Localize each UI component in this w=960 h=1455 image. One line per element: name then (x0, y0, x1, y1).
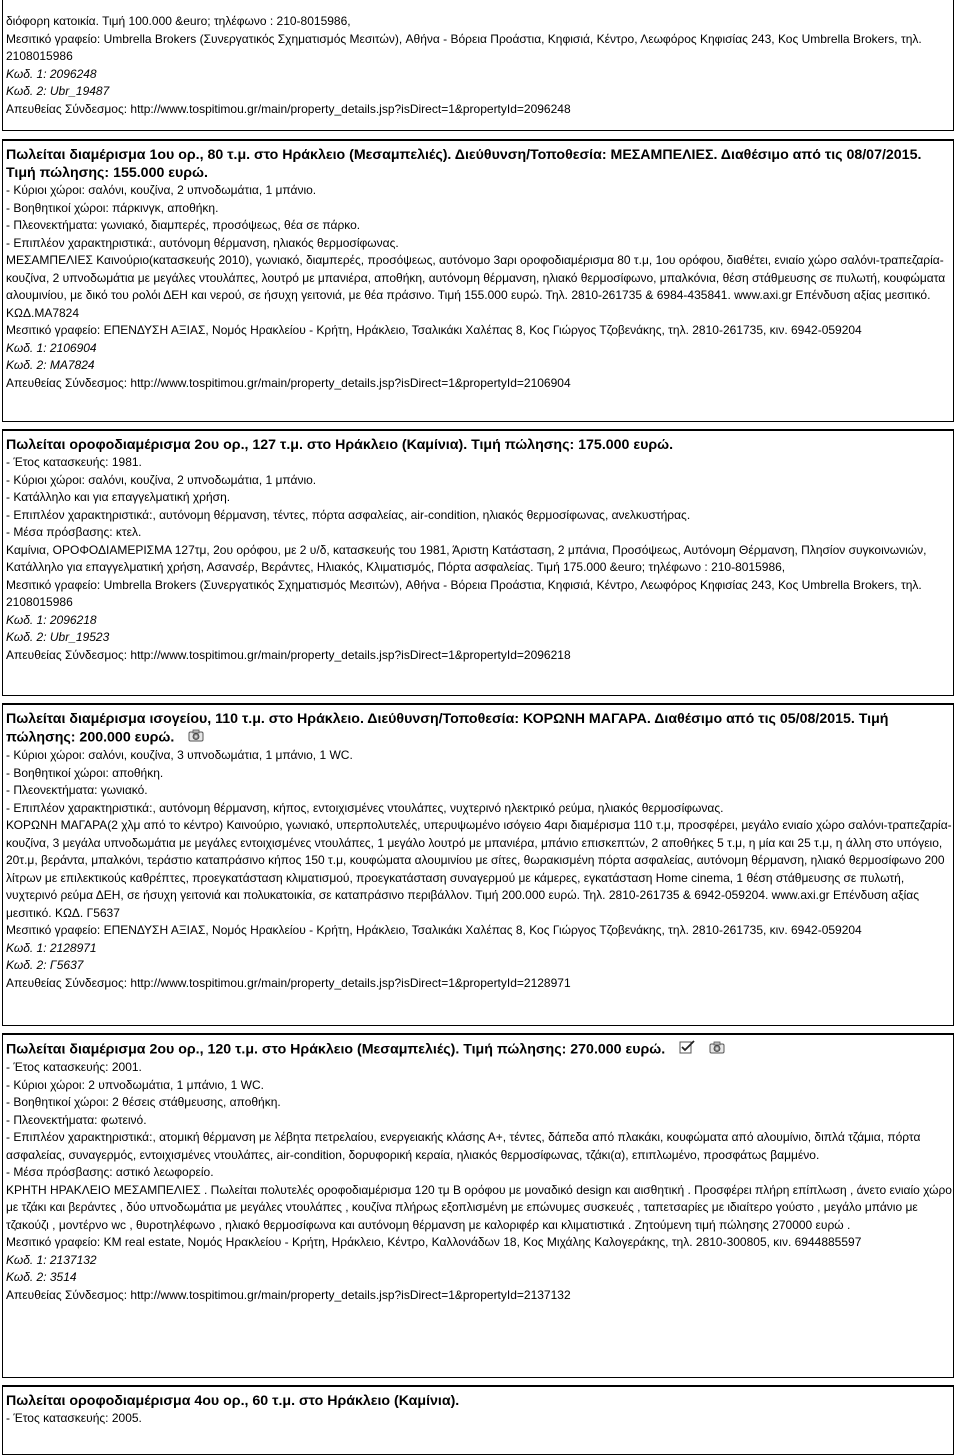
listing-description: Καμίνια, ΟΡΟΦΟΔΙΑΜΕΡΙΣΜΑ 127τμ, 2ου ορόφου, με 2 υ/δ, κατασκευής του 1981, Άριστη Κατάσταση, 2 μπάνια, Προσόψεως, Αυτόνομη Θέρμανση, Πλησίον συγκοινωνιών, Κατάλληλο για επαγγελματική χρήση, Ασανσέρ, Βεράντες, Ηλιακός, Κλιματισμός, Πόρτα ασφαλείας. Τιμή 175.000 &euro; τηλέφωνο : 210-8015986, (6, 542, 927, 574)
listing-box (2, 1385, 954, 1455)
listing-agency: Μεσιτικό γραφείο: ΕΠΕΝΔΥΣΗ ΑΞΙΑΣ, Νομός Ηρακλείου - Κρήτη, Ηράκλειο, Τσαλικάκι Χαλέπας 8, Κος Γιώργος Τζοβενάκης, τηλ. 2810-261735, κιν. 6942-059204 (6, 923, 862, 937)
listing-title-text: Πωλείται διαμέρισμα ισογείου, 110 τ.μ. στο Ηράκλειο. Διεύθυνση/Τοποθεσία: ΚΟΡΩΝΗ ΜΑΓΑΡΑ. Διαθέσιμο από τις 05/08/2015. Τιμή πώλησης: 200.000 ευρώ. (6, 711, 889, 746)
listing-feature: - Επιπλέον χαρακτηριστικά:, ατομική θέρμανση με λέβητα πετρελαίου, ενεργειακής κλάσης Α+, τέντες, δάπεδα από πλακάκι, κουφώματα από αλουμίνιο, διπλά τζάμια, πόρτα ασφαλείας, συναγερμός, εντοιχισμένες ντουλάπες, air-condition, δορυφορική κεραία, ηλιακός θερμοσίφωνας, τζάκι(α), επιπλωμένο, προσφάτως βαμμένο. (6, 1130, 921, 1162)
listing-text: διόφορη κατοικία. Τιμή 100.000 &euro; τηλέφωνο : 210-8015986, (6, 14, 351, 28)
listing-code-1: Κωδ. 1: 2106904 (6, 340, 97, 355)
listing-box (2, 429, 954, 696)
listing-title (6, 710, 953, 747)
listing-code-2: Κωδ. 2: 3514 (6, 1270, 77, 1284)
listing-feature: - Βοηθητικοί χώροι: αποθήκη. (6, 765, 164, 780)
listing-title (6, 1040, 953, 1059)
listing-feature: - Πλεονεκτήματα: γωνιακό, διαμπερές, προσόψεως, θέα σε πάρκο. (6, 218, 361, 232)
listing-feature: - Επιπλέον χαρακτηριστικά:, αυτόνομη θέρμανση, κήπος, εντοιχισμένες ντουλάπες, νυχτερινό ηλεκτρικό ρεύμα, ηλιακός θερμοσίφωνας. (6, 800, 724, 815)
camera-icon[interactable] (709, 1040, 725, 1059)
listing-feature: - Πλεονεκτήματα: φωτεινό. (6, 1112, 147, 1127)
listing-feature: - Μέσα πρόσβασης: αστικό λεωφορείο. (6, 1165, 214, 1179)
listing-code-1: Κωδ. 1: 2096218 (6, 612, 97, 627)
listing-description: ΜΕΣΑΜΠΕΛΙΕΣ Καινούριο(κατασκευής 2010), γωνιακό, διαμπερές, προσόψεως, αυτόνομο 3αρι οροφοδιαμέρισμα 80 τ.μ, 1ου ορόφου, διαθέτει, ενιαίο χώρο σαλόνι-τραπεζαρία-κουζίνα, 2 υπνοδωμάτια με μεγάλες ντουλάπες, λουτρό με μπανιέρα, αποθήκη, αυτόνομη θέρμανση, ηλιακό θερμοσίφωνο, μπαλκόνια, θέση στάθμευσης σε πυλωτή, κουφώματα αλουμινίου, με δικό του ρολόι ΔΕΗ και νερού, σε ήσυχη γειτονιά, με θέα πράσινο. Τιμή 155.000 ευρώ. Τηλ. 2810-261735 & 6984-435841. www.axi.gr Επένδυση αξίας μεσιτικό. ΚΩΔ.ΜΑ7824 (6, 253, 946, 320)
listing-feature: - Κύριοι χώροι: σαλόνι, κουζίνα, 2 υπνοδωμάτια, 1 μπάνιο. (6, 472, 317, 487)
listing-description: ΚΟΡΩΝΗ ΜΑΓΑΡΑ(2 χλμ από το κέντρο) Καινούριο, γωνιακό, υπερπολυτελές, υπερυψωμένο ισόγειο 4αρι διαμέρισμα 110 τ.μ, προσφέρει, μεγάλο ενιαίο χώρο σαλόνι-τραπεζαρία-κουζίνα, 3 μεγάλα υπνοδωμάτια με μεγάλες εντοιχισμένες ντουλάπες, 1 μεγάλο λουτρό με μπανιέρα, μπάνιο επισκεπτών, 2 αποθήκες 5 τ.μ, η μία και 25 τ.μ, η άλλη στο υπόγειο, 20τ.μ, βεράντα, μπαλκόνι, τεράστιο καταπράσινο κήπος 150 τ.μ, κουφώματα αλουμινίου με σίτες, θωρακισμένη πόρτα ασφαλείας, αυτόνομη θέρμανση, ηλιακό θερμοσίφωνο 200 λίτρων με επιλεκτικούς καθρέπτες, προεγκατάσταση κλιματισμού, προεγκατάσταση συναγερμού με κάμερες, εγκατάσταση Home cinema, 1 θέση στάθμευσης σε πυλωτή, νυχτερινό ρεύμα ΔΕΗ, σε ήσυχη γειτονιά και πολυκατοικία, σε καταπράσινο περιβάλλον. Τιμή 200.000 ευρώ. Τηλ. 2810-261735 & 6942-059204. www.axi.gr Επένδυση αξίας μεσιτικό. ΚΩΔ. Γ5637 (6, 818, 952, 920)
listing-code-2: Κωδ. 2: Ubr_19523 (6, 630, 110, 644)
listing-feature: - Πλεονεκτήματα: γωνιακό. (6, 783, 148, 797)
listing-code-2: Κωδ. 2: ΜΑ7824 (6, 358, 95, 372)
listing-code-1: Κωδ. 1: 2096248 (6, 66, 97, 81)
listing-feature: - Επιπλέον χαρακτηριστικά:, αυτόνομη θέρμανση, ηλιακός θερμοσίφωνας. (6, 235, 399, 250)
listing-box (2, 0, 954, 131)
listing-title: Πωλείται οροφοδιαμέρισμα 4ου ορ., 60 τ.μ. στο Ηράκλειο (Καμίνια). (6, 1393, 460, 1409)
listing-code-2: Κωδ. 2: Γ5637 (6, 958, 84, 972)
listing-agency: Μεσιτικό γραφείο: Umbrella Brokers (Συνεργατικός Σχηματισμός Μεσιτών), Αθήνα - Βόρεια Προάστια, Κηφισιά, Κέντρο, Λεωφόρος Κηφισίας 243, Κος Umbrella Brokers, τηλ. 2108015986 (6, 31, 922, 63)
listing-code-1: Κωδ. 1: 2128971 (6, 940, 97, 955)
listing-feature: - Έτος κατασκευής: 1981. (6, 455, 142, 469)
listing-feature: - Κατάλληλο και για επαγγελματική χρήση. (6, 490, 231, 504)
listing-feature: - Κύριοι χώροι: 2 υπνοδωμάτια, 1 μπάνιο, 1 WC. (6, 1077, 264, 1092)
listing-direct-link[interactable]: Απευθείας Σύνδεσμος: http://www.tospitimou.gr/main/property_details.jsp?isDirect=1&propertyId=2128971 (6, 975, 571, 990)
listing-feature: - Βοηθητικοί χώροι: πάρκινγκ, αποθήκη. (6, 200, 219, 215)
listing-feature: - Βοηθητικοί χώροι: 2 θέσεις στάθμευσης, αποθήκη. (6, 1095, 281, 1109)
listing-feature: - Μέσα πρόσβασης: κτελ. (6, 525, 142, 539)
listing-direct-link[interactable]: Απευθείας Σύνδεσμος: http://www.tospitimou.gr/main/property_details.jsp?isDirect=1&propertyId=2096248 (6, 101, 571, 116)
listing-title: Πωλείται διαμέρισμα 1ου ορ., 80 τ.μ. στο Ηράκλειο (Μεσαμπελιές). Διεύθυνση/Τοποθεσία: ΜΕΣΑΜΠΕΛΙΕΣ. Διαθέσιμο από τις 08/07/2015. Τιμή πώλησης: 155.000 ευρώ. (6, 147, 922, 181)
checkbox-icon[interactable] (679, 1040, 695, 1059)
listing-feature: - Έτος κατασκευής: 2001. (6, 1060, 142, 1074)
listing-title: Πωλείται οροφοδιαμέρισμα 2ου ορ., 127 τ.μ. στο Ηράκλειο (Καμίνια). Τιμή πώλησης: 175.000 ευρώ. (6, 437, 674, 453)
listing-code-1: Κωδ. 1: 2137132 (6, 1252, 97, 1267)
listing-feature: - Έτος κατασκευής: 2005. (6, 1411, 142, 1425)
listing-feature: - Επιπλέον χαρακτηριστικά:, αυτόνομη θέρμανση, τέντες, πόρτα ασφαλείας, air-condition, ηλιακός θερμοσίφωνας, ανελκυστήρας. (6, 507, 691, 522)
listing-box (2, 139, 954, 422)
listing-agency: Μεσιτικό γραφείο: ΕΠΕΝΔΥΣΗ ΑΞΙΑΣ, Νομός Ηρακλείου - Κρήτη, Ηράκλειο, Τσαλικάκι Χαλέπας 8, Κος Γιώργος Τζοβενάκης, τηλ. 2810-261735, κιν. 6942-059204 (6, 323, 862, 337)
listing-box (2, 703, 954, 1026)
listing-agency: Μεσιτικό γραφείο: Umbrella Brokers (Συνεργατικός Σχηματισμός Μεσιτών), Αθήνα - Βόρεια Προάστια, Κηφισιά, Κέντρο, Λεωφόρος Κηφισίας 243, Κος Umbrella Brokers, τηλ. 2108015986 (6, 577, 922, 609)
listing-description: ΚΡΗΤΗ ΗΡΑΚΛΕΙΟ ΜΕΣΑΜΠΕΛΙΕΣ . Πωλείται πολυτελές οροφοδιαμέρισμα 120 τμ Β ορόφου με μοναδικό design και αισθητική . Προσφέρει πλήρη επίπλωση , άνετο ενιαίο χώρο με τζάκι και βεράντες , δύο υπνοδωμάτια με μεγάλες ντουλάπες , κουζίνα πλήρως εξοπλισμένη με επώνυμες συσκευές , ταπετσαρίες με ιδιαίτερο γούστο , μεγάλο μπάνιο με τζακούζι , μοντέρνο wc , θυροτηλέφωνο , ηλιακό θερμοσίφωνα και αυτόνομη θέρμανση με καλοριφέρ και κλιματιστικά . Ζητούμενη τιμή πώλησης 270000 ευρώ . (6, 1182, 952, 1232)
listing-feature: - Κύριοι χώροι: σαλόνι, κουζίνα, 3 υπνοδωμάτια, 1 μπάνιο, 1 WC. (6, 748, 353, 762)
listing-agency: Μεσιτικό γραφείο: KM real estate, Νομός Ηρακλείου - Κρήτη, Ηράκλειο, Κέντρο, Καλλονάδων 18, Κος Μιχάλης Καλογεράκης, τηλ. 2810-300805, κιν. 6944885597 (6, 1235, 862, 1249)
listing-direct-link[interactable]: Απευθείας Σύνδεσμος: http://www.tospitimou.gr/main/property_details.jsp?isDirect=1&propertyId=2096218 (6, 647, 571, 662)
listing-feature: - Κύριοι χώροι: σαλόνι, κουζίνα, 2 υπνοδωμάτια, 1 μπάνιο. (6, 183, 317, 197)
listing-title-text: Πωλείται διαμέρισμα 2ου ορ., 120 τ.μ. στο Ηράκλειο (Μεσαμπελιές). Τιμή πώλησης: 270.000 ευρώ. (6, 1041, 666, 1058)
camera-icon[interactable] (188, 728, 204, 747)
listing-direct-link[interactable]: Απευθείας Σύνδεσμος: http://www.tospitimou.gr/main/property_details.jsp?isDirect=1&propertyId=2106904 (6, 375, 571, 390)
listing-direct-link[interactable]: Απευθείας Σύνδεσμος: http://www.tospitimou.gr/main/property_details.jsp?isDirect=1&propertyId=2137132 (6, 1287, 571, 1302)
listing-code-2: Κωδ. 2: Ubr_19487 (6, 84, 110, 98)
listing-box (2, 1033, 954, 1378)
